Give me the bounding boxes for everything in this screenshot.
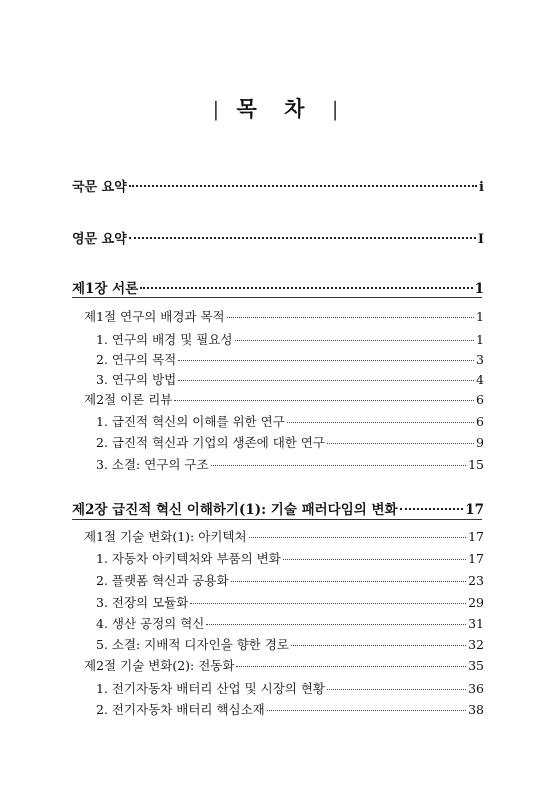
toc-entry-label: 2. 전기자동차 배터리 핵심소재 bbox=[96, 702, 265, 717]
toc-entry-page: 23 bbox=[468, 573, 484, 588]
toc-entry-label: 3. 연구의 방법 bbox=[96, 372, 177, 387]
title-bar-left: | bbox=[212, 97, 220, 121]
toc-entry-label: 제2절 기술 변화(2): 전동화 bbox=[84, 658, 235, 673]
chapter-rule bbox=[72, 297, 482, 298]
toc-entry-page: 17 bbox=[468, 529, 484, 544]
toc-entry-page: 17 bbox=[465, 502, 484, 518]
toc-entry-label: 5. 소결: 지배적 디자인을 향한 경로 bbox=[96, 637, 289, 652]
toc-entry-subsection[interactable] bbox=[0, 330, 551, 348]
leader-dots bbox=[231, 569, 467, 583]
toc-entry-page: 15 bbox=[468, 457, 484, 472]
leader-dots bbox=[249, 525, 467, 539]
toc-entry-page: 3 bbox=[476, 352, 484, 367]
toc-entry-subsection[interactable] bbox=[0, 614, 551, 632]
leader-dots bbox=[174, 388, 474, 402]
toc-entry-subsection[interactable] bbox=[0, 350, 551, 368]
leader-dots bbox=[291, 633, 466, 647]
toc-entry-page: 35 bbox=[468, 658, 484, 673]
toc-entry-subsection[interactable] bbox=[0, 455, 551, 473]
toc-entry-label: 국문 요약 bbox=[72, 180, 127, 195]
leader-dots bbox=[140, 274, 472, 290]
toc-entry-subsection[interactable] bbox=[0, 700, 551, 718]
toc-entry-page: 29 bbox=[468, 595, 484, 610]
toc-entry-page: 17 bbox=[468, 551, 484, 566]
toc-entry-page: 6 bbox=[476, 392, 484, 407]
toc-entry-label: 3. 소결: 연구의 구조 bbox=[96, 457, 209, 472]
toc-entry-subsection[interactable] bbox=[0, 433, 551, 451]
toc-entry-page: 1 bbox=[474, 281, 484, 297]
leader-dots bbox=[236, 654, 466, 668]
toc-entry-section[interactable] bbox=[0, 307, 551, 325]
toc-entry-subsection[interactable] bbox=[0, 679, 551, 697]
toc-entry-subsection[interactable] bbox=[0, 549, 551, 567]
leader-dots bbox=[287, 410, 474, 424]
leader-dots bbox=[206, 612, 466, 626]
leader-dots bbox=[129, 172, 477, 187]
toc-entry-label: 1. 연구의 배경 및 필요성 bbox=[96, 332, 233, 347]
toc-entry-label: 제1절 기술 변화(1): 아키텍처 bbox=[84, 529, 247, 544]
leader-dots bbox=[327, 677, 466, 691]
leader-dots bbox=[129, 224, 476, 239]
chapter-rule bbox=[72, 519, 482, 520]
toc-entry-english-summary[interactable] bbox=[0, 228, 551, 247]
toc-entry-section[interactable] bbox=[0, 390, 551, 408]
leader-dots bbox=[190, 591, 466, 605]
toc-entry-page: 6 bbox=[476, 414, 484, 429]
toc-entry-page: 36 bbox=[468, 681, 484, 696]
toc-entry-label: 2. 급진적 혁신과 기업의 생존에 대한 연구 bbox=[96, 435, 325, 450]
toc-entry-page: 32 bbox=[468, 637, 484, 652]
toc-entry-page: 31 bbox=[468, 616, 484, 631]
toc-entry-label: 2. 플랫폼 혁신과 공용화 bbox=[96, 573, 229, 588]
leader-dots bbox=[211, 453, 467, 467]
toc-entry-page: 4 bbox=[476, 372, 484, 387]
toc-entry-chapter-2[interactable] bbox=[0, 498, 551, 518]
toc-entry-page: 1 bbox=[476, 309, 484, 324]
toc-entry-label: 1. 급진적 혁신의 이해를 위한 연구 bbox=[96, 414, 285, 429]
leader-dots bbox=[178, 368, 474, 382]
toc-entry-page: 1 bbox=[476, 332, 484, 347]
toc-entry-page: i bbox=[479, 180, 484, 195]
toc-entry-section[interactable] bbox=[0, 656, 551, 674]
leader-dots bbox=[283, 547, 466, 561]
toc-entry-korean-summary[interactable] bbox=[0, 176, 551, 195]
toc-entry-label: 영문 요약 bbox=[72, 232, 127, 247]
title-bar-right: | bbox=[331, 97, 339, 121]
toc-entry-chapter-1[interactable] bbox=[0, 277, 551, 297]
toc-entry-subsection[interactable] bbox=[0, 593, 551, 611]
leader-dots bbox=[227, 305, 474, 319]
toc-entry-subsection[interactable] bbox=[0, 412, 551, 430]
toc-entry-subsection[interactable] bbox=[0, 635, 551, 653]
toc-entry-section[interactable] bbox=[0, 527, 551, 545]
leader-dots bbox=[235, 328, 475, 342]
title-text: 목 차 bbox=[236, 96, 315, 121]
toc-entry-label: 제2절 이론 리뷰 bbox=[84, 392, 173, 407]
toc-entry-subsection[interactable] bbox=[0, 370, 551, 388]
toc-entry-label: 2. 연구의 목적 bbox=[96, 352, 177, 367]
toc-entry-label: 제1절 연구의 배경과 목적 bbox=[84, 309, 225, 324]
toc-entry-subsection[interactable] bbox=[0, 571, 551, 589]
leader-dots bbox=[400, 495, 464, 511]
toc-entry-label: 제2장 급진적 혁신 이해하기(1): 기술 패러다임의 변화 bbox=[72, 502, 398, 518]
toc-entry-label: 4. 생산 공정의 혁신 bbox=[96, 616, 205, 631]
toc-entry-label: 1. 자동차 아키텍처와 부품의 변화 bbox=[96, 551, 281, 566]
toc-entry-label: 3. 전장의 모듈화 bbox=[96, 595, 189, 610]
toc-entry-page: 38 bbox=[468, 702, 484, 717]
leader-dots bbox=[178, 348, 474, 362]
leader-dots bbox=[327, 431, 474, 445]
leader-dots bbox=[267, 698, 466, 712]
toc-entry-page: I bbox=[477, 232, 484, 247]
toc-entry-page: 9 bbox=[476, 435, 484, 450]
toc-entry-label: 제1장 서론 bbox=[72, 281, 139, 297]
toc-entry-label: 1. 전기자동차 배터리 산업 및 시장의 현황 bbox=[96, 681, 325, 696]
